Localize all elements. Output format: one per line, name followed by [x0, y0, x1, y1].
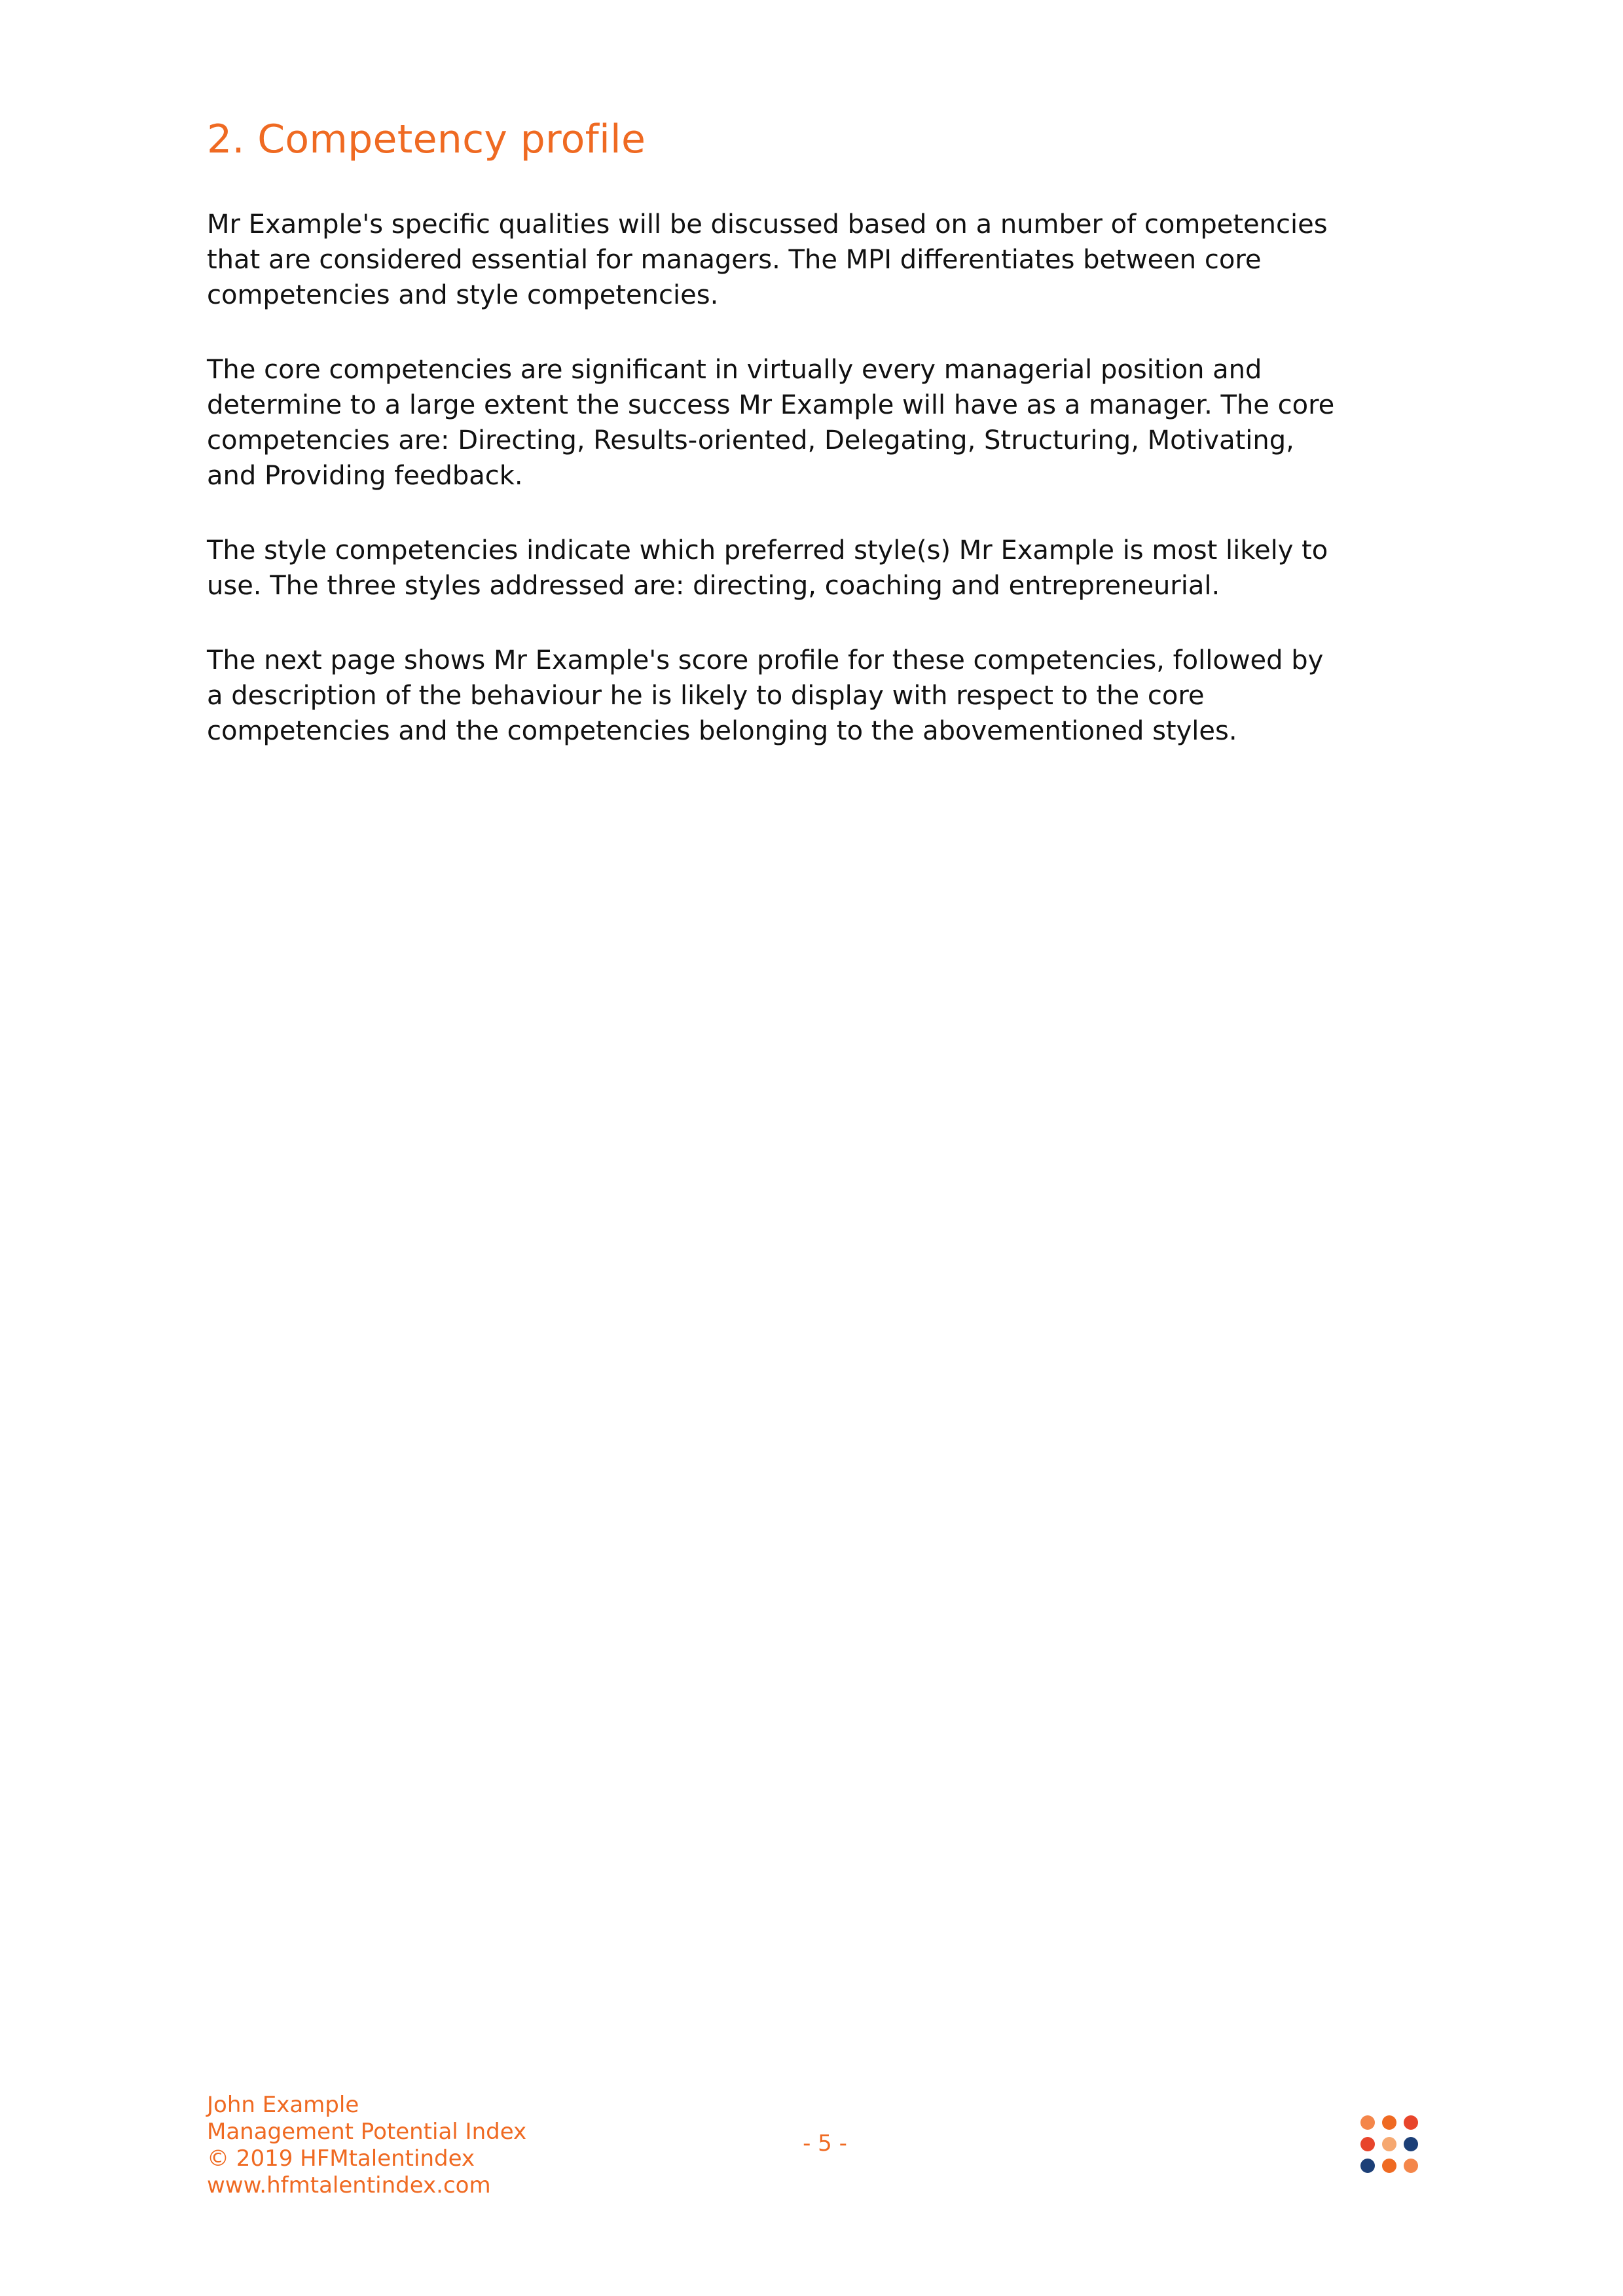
- footer-info: [207, 2092, 526, 2199]
- footer-report-title: Management Potential Index: [207, 2119, 527, 2145]
- logo-dot: [1404, 2137, 1418, 2151]
- nine-dot-grid-logo-icon: [1360, 2115, 1423, 2178]
- paragraph: The next page shows Mr Example's score profile for these competencies, followed by a description of the behaviour he is likely to display with respect to the core competencies and the competencies belonging to the abovementioned styles.: [207, 645, 1324, 746]
- paragraph: The core competencies are significant in virtually every managerial position and determine to a large extent the success Mr Example will have as a manager. The core competencies are: Directing, Results-oriented, Delegating, Structuring, Motivating, and Providing feedback.: [207, 355, 1335, 491]
- footer-name: John Example: [207, 2092, 359, 2118]
- page-number: - 5 -: [803, 2130, 847, 2157]
- paragraph: Mr Example's specific qualities will be discussed based on a number of competencies that are considered essential for managers. The MPI differentiates between core competencies and style competencies.: [207, 209, 1328, 310]
- footer-website: www.hfmtalentindex.com: [207, 2172, 491, 2198]
- logo-dot: [1382, 2115, 1396, 2130]
- logo-dot: [1360, 2115, 1375, 2130]
- footer-copyright: © 2019 HFMtalentindex: [207, 2145, 475, 2172]
- logo-dot: [1382, 2159, 1396, 2173]
- section-heading: 2. Competency profile: [207, 117, 646, 162]
- logo-dot: [1360, 2137, 1375, 2151]
- body-text: [207, 207, 1346, 788]
- logo-dot: [1404, 2159, 1418, 2173]
- logo-dot: [1382, 2137, 1396, 2151]
- logo-dot: [1404, 2115, 1418, 2130]
- logo-dot: [1360, 2159, 1375, 2173]
- paragraph: The style competencies indicate which preferred style(s) Mr Example is most likely to use. The three styles addressed are: directing, coaching and entrepreneurial.: [207, 535, 1328, 601]
